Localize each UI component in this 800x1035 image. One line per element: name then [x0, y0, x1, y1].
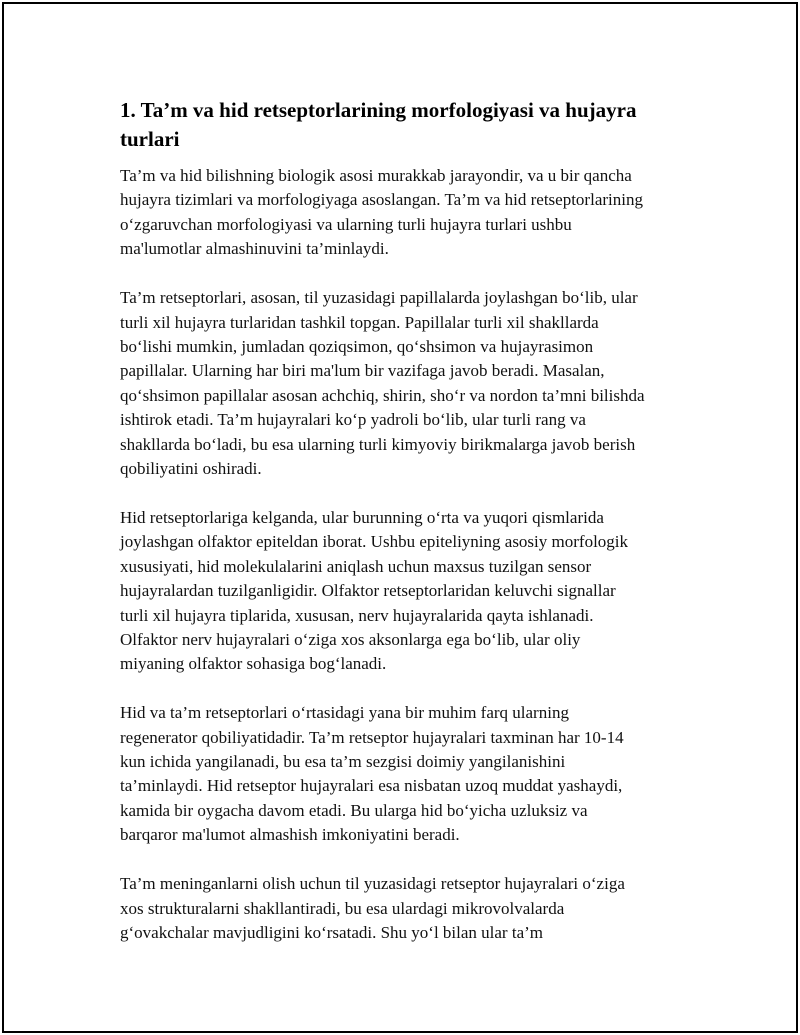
paragraph-intro: Ta’m va hid bilishning biologik asosi murakkab jarayondir, va u bir qancha hujayra tizimlari va morfologiyaga asoslangan. Ta’m va hid retseptorlarining o‘zgaruvchan morfologiyasi va ularning turli hujayra turlari ushbu ma'lumotlar almashinuvini ta’minlaydi.: [120, 166, 643, 259]
page-frame: [2, 2, 798, 1033]
paragraph-taste-receptors: Ta’m retseptorlari, asosan, til yuzasidagi papillalarda joylashgan bo‘lib, ular turli xil hujayra turlaridan tashkil topgan. Papillalar turli xil shakllarda bo‘lishi mumkin, jumladan qoziqsimon, qo‘shsimon va hujayrasimon papillalar. Ularning har biri ma'lum bir vazifaga javob beradi. Masalan, qo‘shsimon papillalar asosan achchiq, shirin, sho‘r va nordon ta’mni bilishda ishtirok etadi. Ta’m hujayralari ko‘p yadroli bo‘lib, ular turli rang va shakllarda bo‘ladi, bu esa ularning turli kimyoviy birikmalarga javob berish qobiliyatini oshiradi.: [120, 288, 645, 478]
section-heading: 1. Ta’m va hid retseptorlarining morfologiyasi va hujayra turlari: [120, 98, 637, 151]
paragraph-taste-structures: Ta’m meninganlarni olish uchun til yuzasidagi retseptor hujayralari o‘ziga xos strukturalarni shakllantiradi, bu esa ulardagi mikrovolvalarda g‘ovakchalar mavjudligini ko‘rsatadi. Shu yo‘l bilan ular ta’m: [120, 874, 625, 942]
paragraph-smell-receptors: Hid retseptorlariga kelganda, ular burunning o‘rta va yuqori qismlarida joylashgan olfaktor epiteldan iborat. Ushbu epiteliyning asosiy morfologik xususiyati, hid molekulalarini aniqlash uchun maxsus tuzilgan sensor hujayralardan tuzilganligidir. Olfaktor retseptorlaridan keluvchi signallar turli xil hujayra tiplarida, xususan, nerv hujayralarida qayta ishlanadi. Olfaktor nerv hujayralari o‘ziga xos aksonlarga ega bo‘lib, ular oliy miyaning olfaktor sohasiga bog‘lanadi.: [120, 507, 629, 674]
document-body: [120, 96, 700, 970]
paragraph-regeneration: Hid va ta’m retseptorlari o‘rtasidagi yana bir muhim farq ularning regenerator qobiliyatidadir. Ta’m retseptor hujayralari taxminan har 10-14 kun ichida yangilanadi, bu esa ta’m sezgisi doimiy yangilanishini ta’minlaydi. Hid retseptor hujayralari esa nisbatan uzoq muddat yashaydi, kamida bir oygacha davom etadi. Bu ularga hid bo‘yicha uzluksiz va barqaror ma'lumot almashish imkoniyatini beradi.: [120, 703, 624, 845]
